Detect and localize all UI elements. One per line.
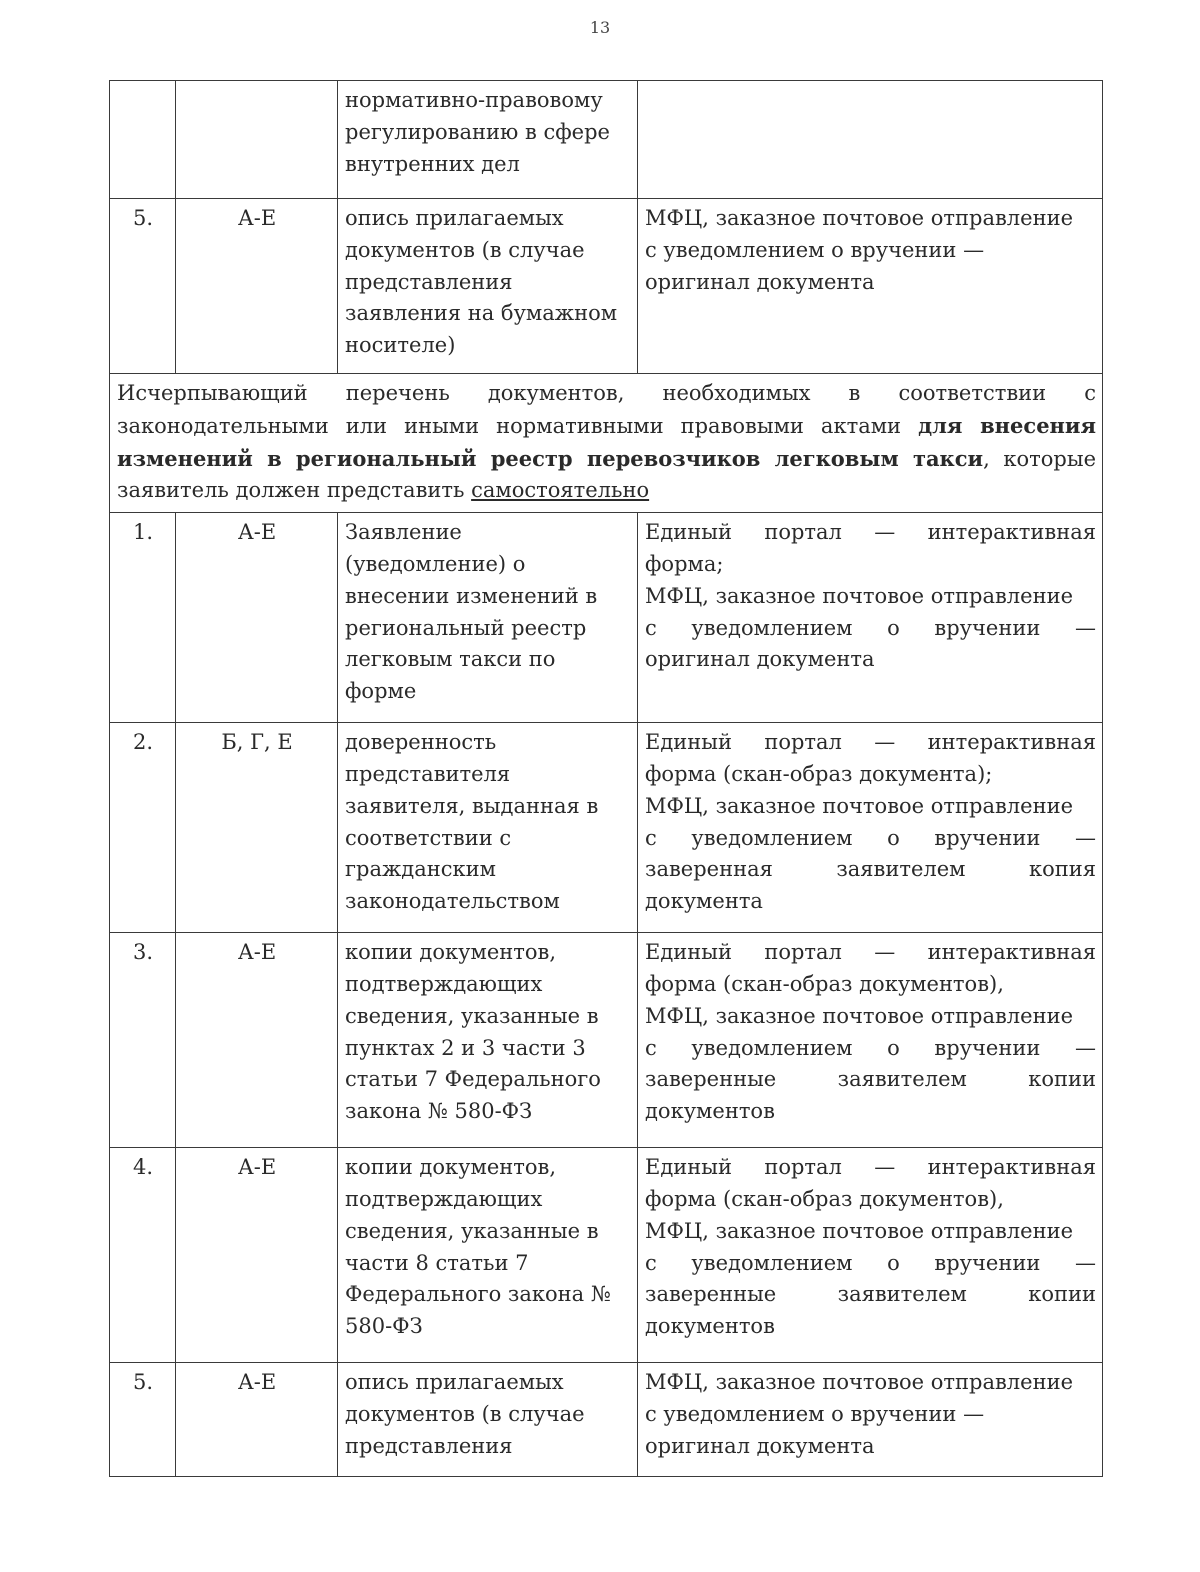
document-name-cell [338,723,638,933]
submission-method-line: документа [645,889,763,914]
table-row [110,933,1103,1148]
row-number: 3. [132,940,154,965]
document-name-line: (уведомление) о [345,551,526,576]
document-name-line: пунктах 2 и 3 части 3 [345,1035,586,1060]
submission-method-line: оригинал документа [645,269,875,294]
row-number-cell [110,933,176,1148]
document-name-line: копии документов, [345,940,557,965]
row-number-cell [110,199,176,374]
document-name-line: Федерального закона № [345,1282,611,1307]
document-name-cell [338,1363,638,1477]
document-name-line: подтверждающих [345,971,543,996]
document-name-cell [338,933,638,1148]
document-name-line: доверенность [345,730,497,755]
row-number: 1. [132,520,154,545]
submission-method-line: с уведомлением о вручении — [645,825,1096,850]
submission-method-line: документов [645,1314,775,1339]
submission-method-cell [638,1148,1103,1363]
submission-method-line: форма (скан-образ документа); [645,761,993,786]
document-name-line: сведения, указанные в [345,1218,599,1243]
document-name-line: носителе) [345,333,456,358]
document-name-line: документов (в случае [345,1401,585,1426]
section-text-part3: , которые заявитель должен представить [117,446,1096,503]
submission-method-line: документов [645,1099,775,1124]
document-name-line: подтверждающих [345,1186,543,1211]
applicant-category-cell [176,513,338,723]
submission-method-line: с уведомлением о вручении — [645,615,1096,640]
document-name-line: соответствии с [345,825,512,850]
row-number: 2. [132,730,154,755]
submission-method-line: МФЦ, заказное почтовое отправление [645,206,1073,230]
document-name-line: законодательством [345,889,560,914]
submission-method-line: МФЦ, заказное почтовое отправление [645,793,1073,818]
submission-method-line: с уведомлением о вручении — [645,237,985,262]
applicant-category-cell [176,81,338,199]
applicant-category-cell [176,1148,338,1363]
document-name-cell [338,81,638,199]
submission-method-line: Единый портал — интерактивная [645,940,1096,965]
section-text-underlined: самостоятельно [471,478,650,503]
document-name-line: копии документов, [345,1155,557,1180]
submission-method-line: форма (скан-образ документов), [645,971,1004,996]
page-number: 13 [589,18,611,37]
document-name-line: внесении изменений в [345,583,598,608]
row-number: 5. [132,1370,154,1395]
submission-method-cell [638,1363,1103,1477]
submission-method-line: МФЦ, заказное почтовое отправление [645,1370,1073,1395]
document-name-line: статьи 7 Федерального [345,1067,601,1092]
applicant-category-cell [176,933,338,1148]
document-name-line: документов (в случае [345,237,585,262]
row-number-cell [110,1363,176,1477]
submission-method-line: МФЦ, заказное почтовое отправление [645,583,1073,608]
row-number-cell [110,723,176,933]
document-name-line: опись прилагаемых [345,206,564,230]
submission-method-line: МФЦ, заказное почтовое отправление [645,1003,1073,1028]
submission-method-line: Единый портал — интерактивная [645,1155,1096,1180]
submission-method-cell [638,81,1103,199]
table-row [110,513,1103,723]
submission-method-line: Единый портал — интерактивная [645,520,1096,545]
document-name-line: заявления на бумажном [345,301,618,326]
table-row [110,199,1103,374]
submission-method-cell [638,199,1103,374]
row-number: 5. [132,206,154,230]
document-name-line: представления [345,269,513,294]
submission-method-line: Единый портал — интерактивная [645,730,1096,755]
submission-method-line: заверенная заявителем копия [645,857,1096,882]
row-number-cell [110,513,176,723]
applicant-category: А-Е [237,1155,277,1180]
table-body-continued [110,81,1103,374]
table-section [110,374,1103,513]
submission-method-line: с уведомлением о вручении — [645,1250,1096,1275]
document-name-line: форме [345,679,417,704]
document-name-line: внутренних дел [345,151,520,176]
submission-method-cell [638,513,1103,723]
table-row [110,81,1103,199]
document-name-cell [338,1148,638,1363]
document-name-cell [338,199,638,374]
applicant-category-cell [176,1363,338,1477]
submission-method-line: форма (скан-образ документов), [645,1186,1004,1211]
table-row [110,1148,1103,1363]
applicant-category: А-Е [237,1370,277,1395]
document-name-line: нормативно-правовому [345,88,603,112]
applicant-category: А-Е [237,520,277,545]
submission-method-line: с уведомлением о вручении — [645,1035,1096,1060]
document-name-cell [338,513,638,723]
applicant-category: А-Е [237,206,277,230]
submission-method-line: с уведомлением о вручении — [645,1401,985,1426]
row-number-cell [110,81,176,199]
applicant-category-cell [176,199,338,374]
document-name-line: региональный реестр [345,615,587,640]
document-name-line: Заявление [345,520,462,545]
applicant-category-cell [176,723,338,933]
table-row [110,1363,1103,1477]
documents-table [109,80,1103,1477]
document-name-line: регулированию в сфере [345,119,610,144]
section-text-part1: Исчерпывающий перечень документов, необходимых в соответствии с законодательными или иными нормативными правовыми актами [117,381,1096,438]
section-text-bold: для внесения изменений в региональный реестр перевозчиков легковым такси [117,412,1097,471]
document-name-line: 580-ФЗ [345,1314,423,1339]
applicant-category: Б, Г, Е [221,730,293,755]
submission-method-cell [638,723,1103,933]
section-header-cell [110,374,1103,513]
document-name-line: гражданским [345,857,496,882]
document-name-line: представления [345,1433,513,1458]
document-name-line: представителя [345,761,511,786]
submission-method-cell [638,933,1103,1148]
submission-method-line: заверенные заявителем копии [645,1067,1096,1092]
document-name-line: сведения, указанные в [345,1003,599,1028]
submission-method-line: оригинал документа [645,1433,875,1458]
document-name-line: заявителя, выданная в [345,793,599,818]
document-name-line: закона № 580-ФЗ [345,1099,533,1124]
section-header-row [110,374,1103,513]
document-name-line: опись прилагаемых [345,1370,564,1395]
table-body-list [110,513,1103,1477]
submission-method-line: форма; [645,551,724,576]
submission-method-line: оригинал документа [645,647,875,672]
submission-method-line: МФЦ, заказное почтовое отправление [645,1218,1073,1243]
document-name-line: легковым такси по [345,647,556,672]
row-number: 4. [132,1155,154,1180]
applicant-category: А-Е [237,940,277,965]
table-row [110,723,1103,933]
row-number-cell [110,1148,176,1363]
document-name-line: части 8 статьи 7 [345,1250,529,1275]
submission-method-line: заверенные заявителем копии [645,1282,1096,1307]
